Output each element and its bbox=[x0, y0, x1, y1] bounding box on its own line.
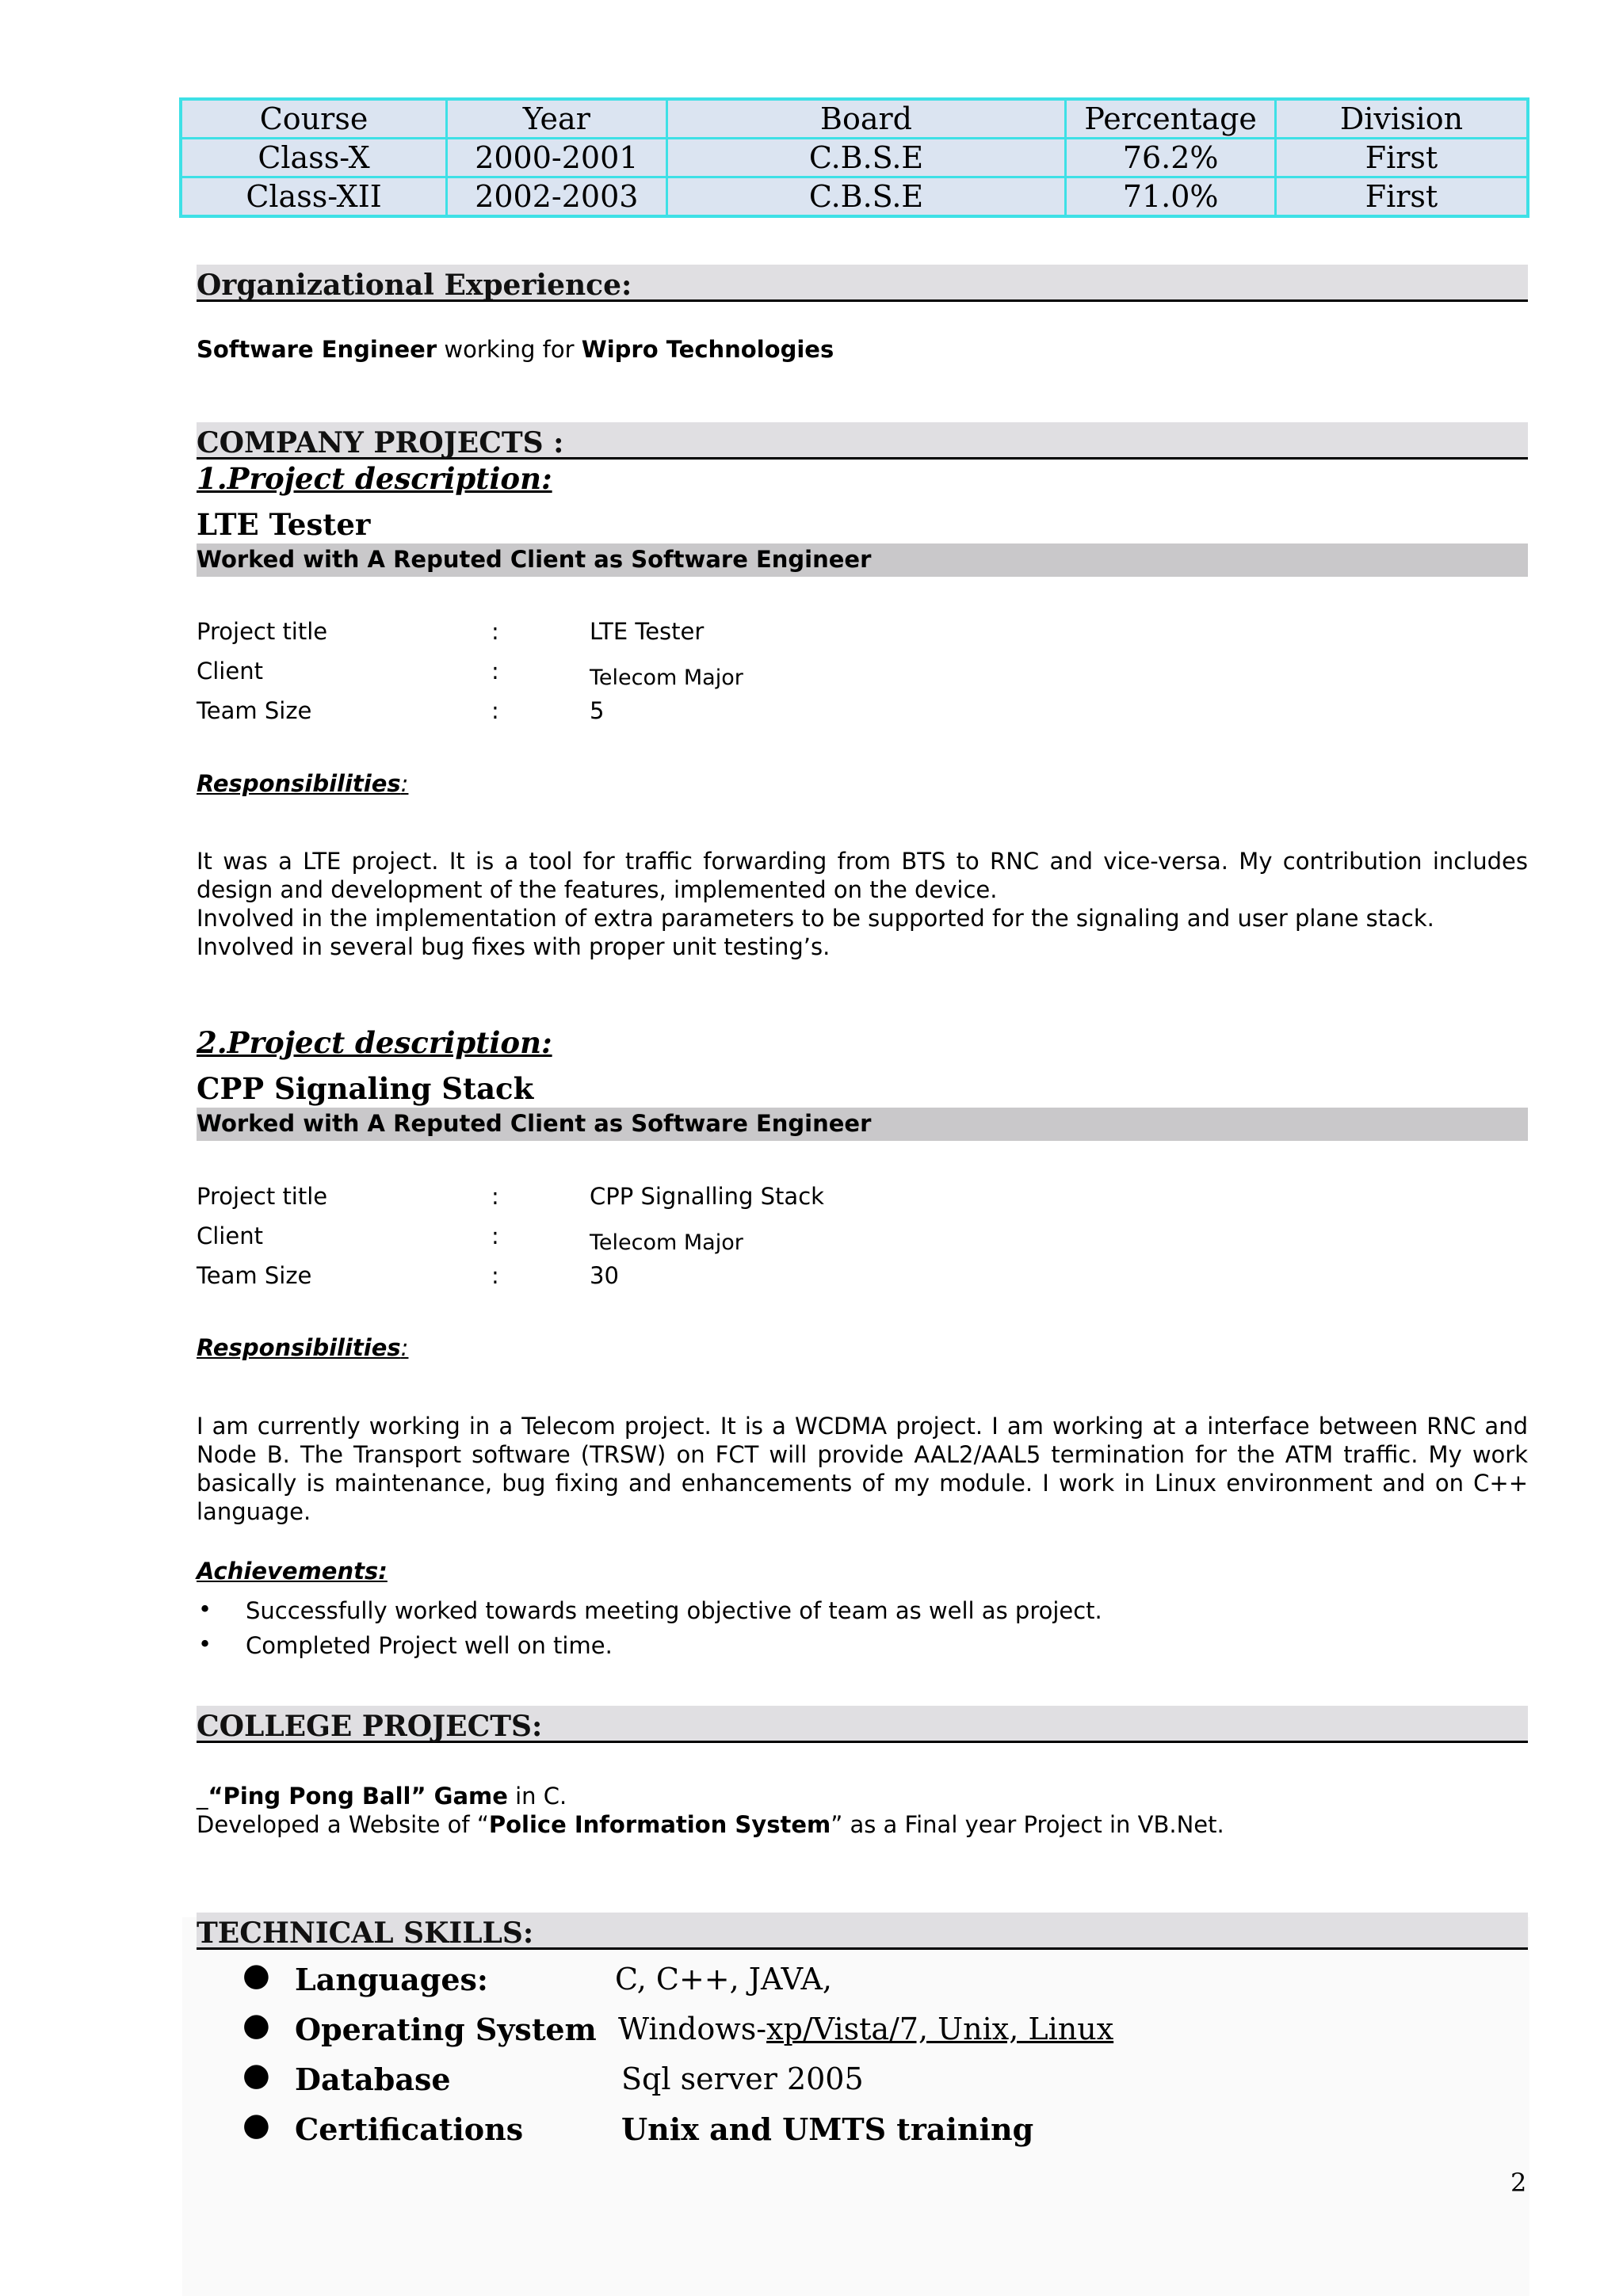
bullet-icon: ● bbox=[242, 2007, 270, 2043]
field-value: LTE Tester bbox=[590, 618, 705, 645]
paragraph: It was a LTE project. It is a tool for traffic forwarding from BTS to RNC and vice-versa. My contribution includes design and development of the features, implemented on the device. bbox=[197, 848, 1528, 903]
line-prefix: _ bbox=[197, 1783, 208, 1810]
field-separator: : bbox=[491, 1262, 499, 1289]
table-row bbox=[181, 177, 1528, 217]
list-item: Successfully worked towards meeting objective of team as well as project. bbox=[246, 1597, 1102, 1624]
project-description-label: 1.Project description: bbox=[197, 461, 552, 496]
paragraph: Involved in the implementation of extra parameters to be supported for the signaling and user plane stack. bbox=[197, 905, 1434, 932]
worked-with-bar bbox=[197, 1108, 1528, 1141]
section-title: COMPANY PROJECTS : bbox=[197, 426, 564, 460]
worked-with-text: Worked with A Reputed Client as Software Engineer bbox=[197, 546, 872, 573]
responsibilities-colon: : bbox=[400, 770, 409, 797]
skill-value: C, C++, JAVA, bbox=[615, 1962, 832, 1997]
field-label: Team Size bbox=[197, 697, 312, 724]
skill-value: Unix and UMTS training bbox=[621, 2111, 1034, 2147]
table-header-cell: Division bbox=[1275, 99, 1528, 139]
table-header-cell: Percentage bbox=[1066, 99, 1275, 139]
field-label: Client bbox=[197, 1222, 263, 1249]
role-text: Software Engineer bbox=[197, 336, 437, 363]
page-number: 2 bbox=[1510, 2168, 1527, 2198]
field-separator: : bbox=[491, 697, 499, 724]
skill-value-part: Windows- bbox=[618, 2012, 767, 2046]
field-value: 30 bbox=[590, 1262, 619, 1289]
table-cell: 76.2% bbox=[1066, 139, 1275, 177]
project-suffix: in C. bbox=[507, 1783, 567, 1810]
section-title: TECHNICAL SKILLS: bbox=[197, 1917, 534, 1950]
skill-label: Languages: bbox=[295, 1962, 488, 1997]
line-text: ” as a Final year Project in VB.Net. bbox=[831, 1811, 1224, 1838]
bullet-icon: ● bbox=[242, 2057, 270, 2093]
table-cell: 2000-2001 bbox=[447, 139, 666, 177]
section-title: Organizational Experience: bbox=[197, 269, 632, 302]
field-label: Client bbox=[197, 658, 263, 685]
table-row bbox=[181, 139, 1528, 177]
skill-label: Operating System bbox=[295, 2012, 597, 2047]
table-cell: Class-XII bbox=[181, 177, 447, 217]
paragraph: I am currently working in a Telecom project. It is a WCDMA project. I am working at a interface between RNC and Node B. The Transport software (TRSW) on FCT will provide AAL2/AAL5 termination for the ATM traffic. My work basically is maintenance, bug fixing and enhancements of my module. I work in Linux environment and on C++ language. bbox=[197, 1413, 1528, 1525]
field-label: Project title bbox=[197, 1183, 328, 1210]
field-label: Project title bbox=[197, 618, 328, 645]
project-description-text bbox=[197, 847, 1528, 961]
project-description-text bbox=[197, 1412, 1528, 1526]
field-label: Team Size bbox=[197, 1262, 312, 1289]
table-cell: C.B.S.E bbox=[666, 139, 1066, 177]
company-projects-heading bbox=[197, 422, 1528, 460]
worked-with-text: Worked with A Reputed Client as Software Engineer bbox=[197, 1110, 872, 1137]
table-cell: 71.0% bbox=[1066, 177, 1275, 217]
table-header-cell: Course bbox=[181, 99, 447, 139]
field-value: Telecom Major bbox=[590, 666, 743, 690]
table-cell: First bbox=[1275, 177, 1528, 217]
responsibilities-label bbox=[197, 1334, 408, 1361]
skill-value: Sql server 2005 bbox=[621, 2061, 864, 2096]
responsibilities-colon: : bbox=[400, 1334, 409, 1361]
table-cell: Class-X bbox=[181, 139, 447, 177]
line-text: Developed a Website of “ bbox=[197, 1811, 489, 1838]
field-separator: : bbox=[491, 1183, 499, 1210]
org-role-line bbox=[197, 336, 834, 363]
company-text: Wipro Technologies bbox=[581, 336, 834, 363]
responsibilities-label bbox=[197, 770, 408, 797]
project-name: CPP Signaling Stack bbox=[197, 1071, 534, 1106]
table-cell: First bbox=[1275, 139, 1528, 177]
technical-skills-heading bbox=[197, 1913, 1528, 1950]
org-experience-heading bbox=[197, 265, 1528, 302]
skill-label: Database bbox=[295, 2061, 451, 2097]
paragraph: Involved in several bug fixes with proper unit testing’s. bbox=[197, 933, 831, 960]
project-title-bold: “Ping Pong Ball” Game bbox=[208, 1783, 508, 1810]
project-title-bold: Police Information System bbox=[488, 1811, 831, 1838]
field-separator: : bbox=[491, 1222, 499, 1249]
skill-value bbox=[618, 2012, 1113, 2046]
college-project-line bbox=[197, 1811, 1224, 1838]
college-project-line bbox=[197, 1783, 567, 1810]
field-separator: : bbox=[491, 658, 499, 685]
table-header-cell: Year bbox=[447, 99, 666, 139]
responsibilities-title: Responsibilities bbox=[197, 770, 401, 797]
project-description-label: 2.Project description: bbox=[197, 1025, 552, 1060]
table-header-cell: Board bbox=[666, 99, 1066, 139]
achievements-label: Achievements: bbox=[197, 1558, 388, 1585]
bullet-icon: • bbox=[198, 1630, 212, 1657]
list-item: Completed Project well on time. bbox=[246, 1632, 613, 1659]
field-separator: : bbox=[491, 618, 499, 645]
table-header-row bbox=[181, 99, 1528, 139]
college-projects-heading bbox=[197, 1706, 1528, 1743]
education-table bbox=[179, 97, 1529, 218]
skill-value-part: xp/Vista/7, Unix, Linux bbox=[766, 2012, 1114, 2046]
bullet-icon: ● bbox=[242, 2107, 270, 2143]
worked-with-bar bbox=[197, 543, 1528, 577]
skill-label: Certifications bbox=[295, 2111, 524, 2147]
responsibilities-title: Responsibilities bbox=[197, 1334, 401, 1361]
role-connector: working for bbox=[437, 336, 582, 363]
field-value: 5 bbox=[590, 697, 605, 724]
bullet-icon: ● bbox=[242, 1957, 270, 1993]
project-name: LTE Tester bbox=[197, 507, 371, 542]
table-cell: 2002-2003 bbox=[447, 177, 666, 217]
field-value: CPP Signalling Stack bbox=[590, 1183, 824, 1210]
bullet-icon: • bbox=[198, 1596, 212, 1623]
table-cell: C.B.S.E bbox=[666, 177, 1066, 217]
section-title: COLLEGE PROJECTS: bbox=[197, 1710, 543, 1743]
field-value: Telecom Major bbox=[590, 1230, 743, 1255]
